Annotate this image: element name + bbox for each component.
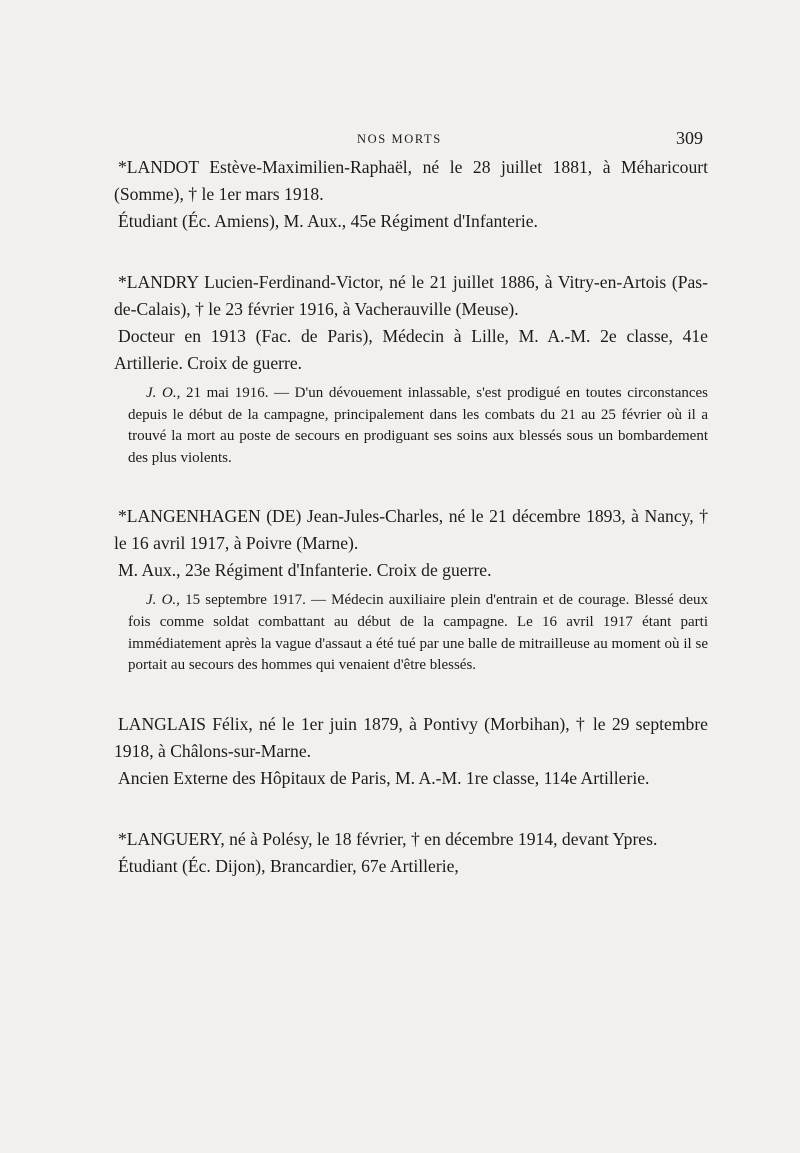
entry-service: Étudiant (Éc. Amiens), M. Aux., 45e Régiment d'Infanterie. (118, 211, 538, 231)
entry-service: Ancien Externe des Hôpitaux de Paris, M. A.-M. 1re classe, 114e Artillerie. (118, 767, 650, 788)
running-title: NOS MORTS (357, 132, 442, 146)
entry-citation (114, 383, 708, 469)
entry-languery (114, 826, 708, 880)
entry-identity: LANGLAIS Félix, né le 1er juin 1879, à Pontivy (Morbihan), † le 29 septembre 1918, à Châlons-sur-Marne. (114, 713, 708, 761)
entry-langlais (114, 711, 708, 792)
citation-source: J. O., (146, 592, 180, 609)
entry-service: Étudiant (Éc. Dijon), Brancardier, 67e Artillerie, (118, 855, 459, 876)
entry-identity: *LANDRY Lucien-Ferdinand-Victor, né le 21 juillet 1886, à Vitry-en-Artois (Pas-de-Calais), † le 23 février 1916, à Vacherauville (Meuse). (114, 272, 708, 319)
page-number: 309 (676, 128, 703, 148)
obituary-list (114, 154, 708, 914)
entry-identity: *LANGUERY, né à Polésy, le 18 février, † en décembre 1914, devant Ypres. (118, 828, 658, 849)
page-header (0, 128, 800, 152)
entry-service: M. Aux., 23e Régiment d'Infanterie. Croix de guerre. (118, 560, 492, 581)
entry-citation (114, 590, 708, 676)
entry-landry (114, 269, 708, 469)
citation-text: 21 mai 1916. — D'un dévouement inlassable, s'est prodigué en toutes circonstances depuis le début de la campagne, principalement dans les combats du 21 au 25 février où il a trouvé la mort au poste de secours en prodiguant ses soins aux blessés sous un bombardement des plus violents. (128, 385, 709, 466)
citation-source: J. O., (146, 385, 181, 401)
entry-identity: *LANGENHAGEN (DE) Jean-Jules-Charles, né le 21 décembre 1893, à Nancy, † le 16 avril 1917, à Poivre (Marne). (114, 506, 708, 554)
entry-service: Docteur en 1913 (Fac. de Paris), Médecin à Lille, M. A.-M. 2e classe, 41e Artillerie. Croix de guerre. (114, 326, 708, 373)
entry-identity: *LANDOT Estève-Maximilien-Raphaël, né le 28 juillet 1881, à Méharicourt (Somme), † le 1er mars 1918. (114, 157, 708, 204)
entry-langenhagen (114, 503, 708, 676)
citation-text: 15 septembre 1917. — Médecin auxiliaire plein d'entrain et de courage. Blessé deux fois comme soldat combattant au début de la campagne. Le 16 avril 1917 étant parti immédiatement après la vague d'assaut a été tué par une balle de mitrailleuse au moment où il se portait au secours des hommes qui venaient d'être blessés. (128, 592, 708, 674)
entry-landot (114, 154, 708, 235)
